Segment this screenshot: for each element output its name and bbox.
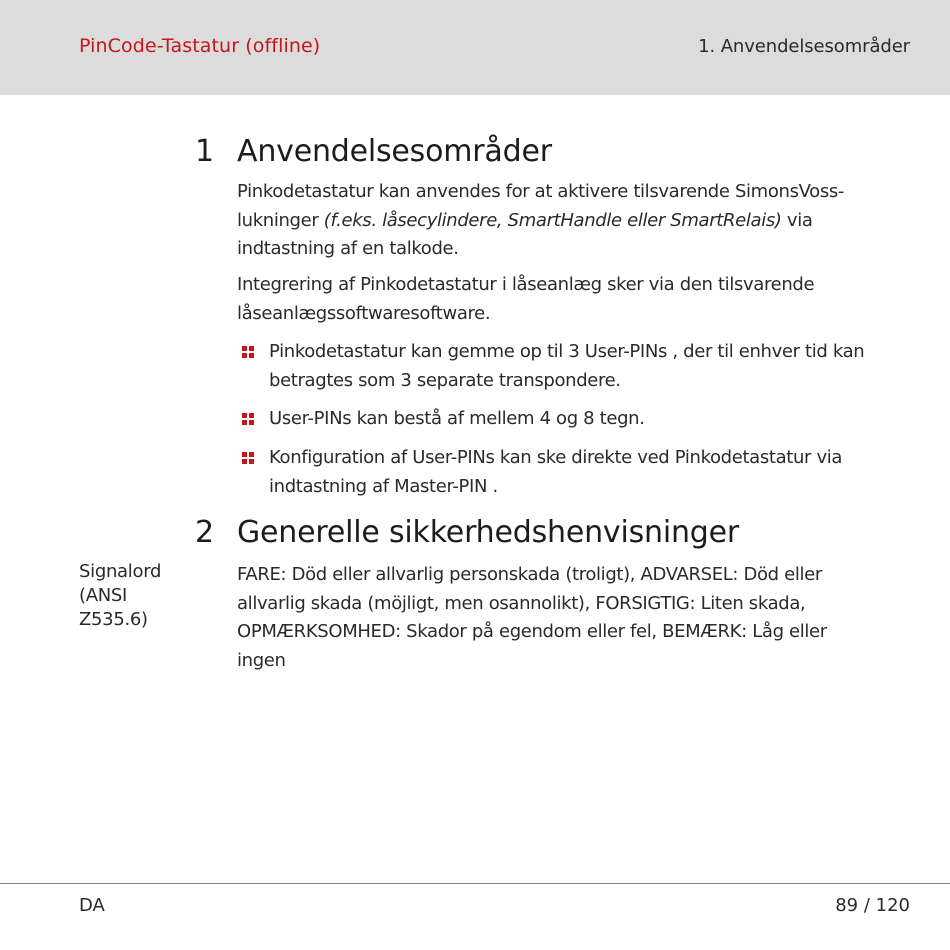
italic-examples: (f.eks. låsecylindere, SmartHandle eller SmartRelais) — [323, 209, 782, 231]
section-number: 1 — [195, 134, 214, 169]
footer-language: DA — [79, 895, 105, 916]
text-line: indtastning af en talkode. — [237, 238, 459, 259]
list-item-text — [269, 444, 842, 501]
chapter-reference: 1. Anvendelsesområder — [698, 36, 910, 57]
product-title: PinCode-Tastatur (offline) — [79, 35, 321, 57]
page-header — [0, 0, 950, 95]
intro-paragraph — [237, 178, 912, 264]
text-line: (ANSI — [79, 585, 128, 606]
text-line: Signalord — [79, 561, 162, 582]
text-span: via — [781, 209, 813, 231]
text-line — [237, 207, 912, 236]
text-line: Pinkodetastatur kan anvendes for at aktivere tilsvarende SimonsVoss- — [237, 181, 845, 202]
bullet-icon — [242, 413, 254, 425]
footer-divider — [0, 883, 950, 884]
text-line: FARE: Död eller allvarlig personskada (troligt), ADVARSEL: Död eller — [237, 564, 822, 585]
text-line: låseanlægssoftwaresoftware. — [237, 302, 491, 324]
text-line: betragtes som 3 separate transpondere. — [269, 369, 621, 391]
section-title: Anvendelsesområder — [237, 134, 552, 169]
bullet-icon — [242, 452, 254, 464]
margin-note — [79, 560, 189, 632]
signal-words-paragraph — [237, 561, 912, 675]
page-number: 89 / 120 — [835, 895, 910, 916]
text-line: User-PINs kan bestå af mellem 4 og 8 tegn. — [269, 408, 645, 429]
section-number: 2 — [195, 515, 214, 550]
text-line: Konfiguration af User-PINs kan ske direkte ved Pinkodetastatur via — [269, 447, 843, 468]
text-line: ingen — [237, 649, 286, 671]
integration-paragraph — [237, 271, 912, 328]
text-line: OPMÆRKSOMHED: Skador på egendom eller fel, BEMÆRK: Låg eller — [237, 621, 827, 642]
text-line: allvarlig skada (möjligt, men osannolikt), FORSIGTIG: Liten skada, — [237, 592, 806, 614]
section-title: Generelle sikkerhedshenvisninger — [237, 515, 740, 550]
list-item-text — [269, 405, 645, 434]
text-line: Z535.6) — [79, 609, 148, 630]
list-item-text — [269, 338, 864, 395]
bullet-icon — [242, 346, 254, 358]
text-span: lukninger — [237, 209, 324, 231]
text-line: indtastning af Master-PIN . — [269, 475, 498, 497]
text-line: Pinkodetastatur kan gemme op til 3 User-PINs , der til enhver tid kan — [269, 341, 865, 362]
text-line: Integrering af Pinkodetastatur i låseanlæg sker via den tilsvarende — [237, 274, 815, 295]
